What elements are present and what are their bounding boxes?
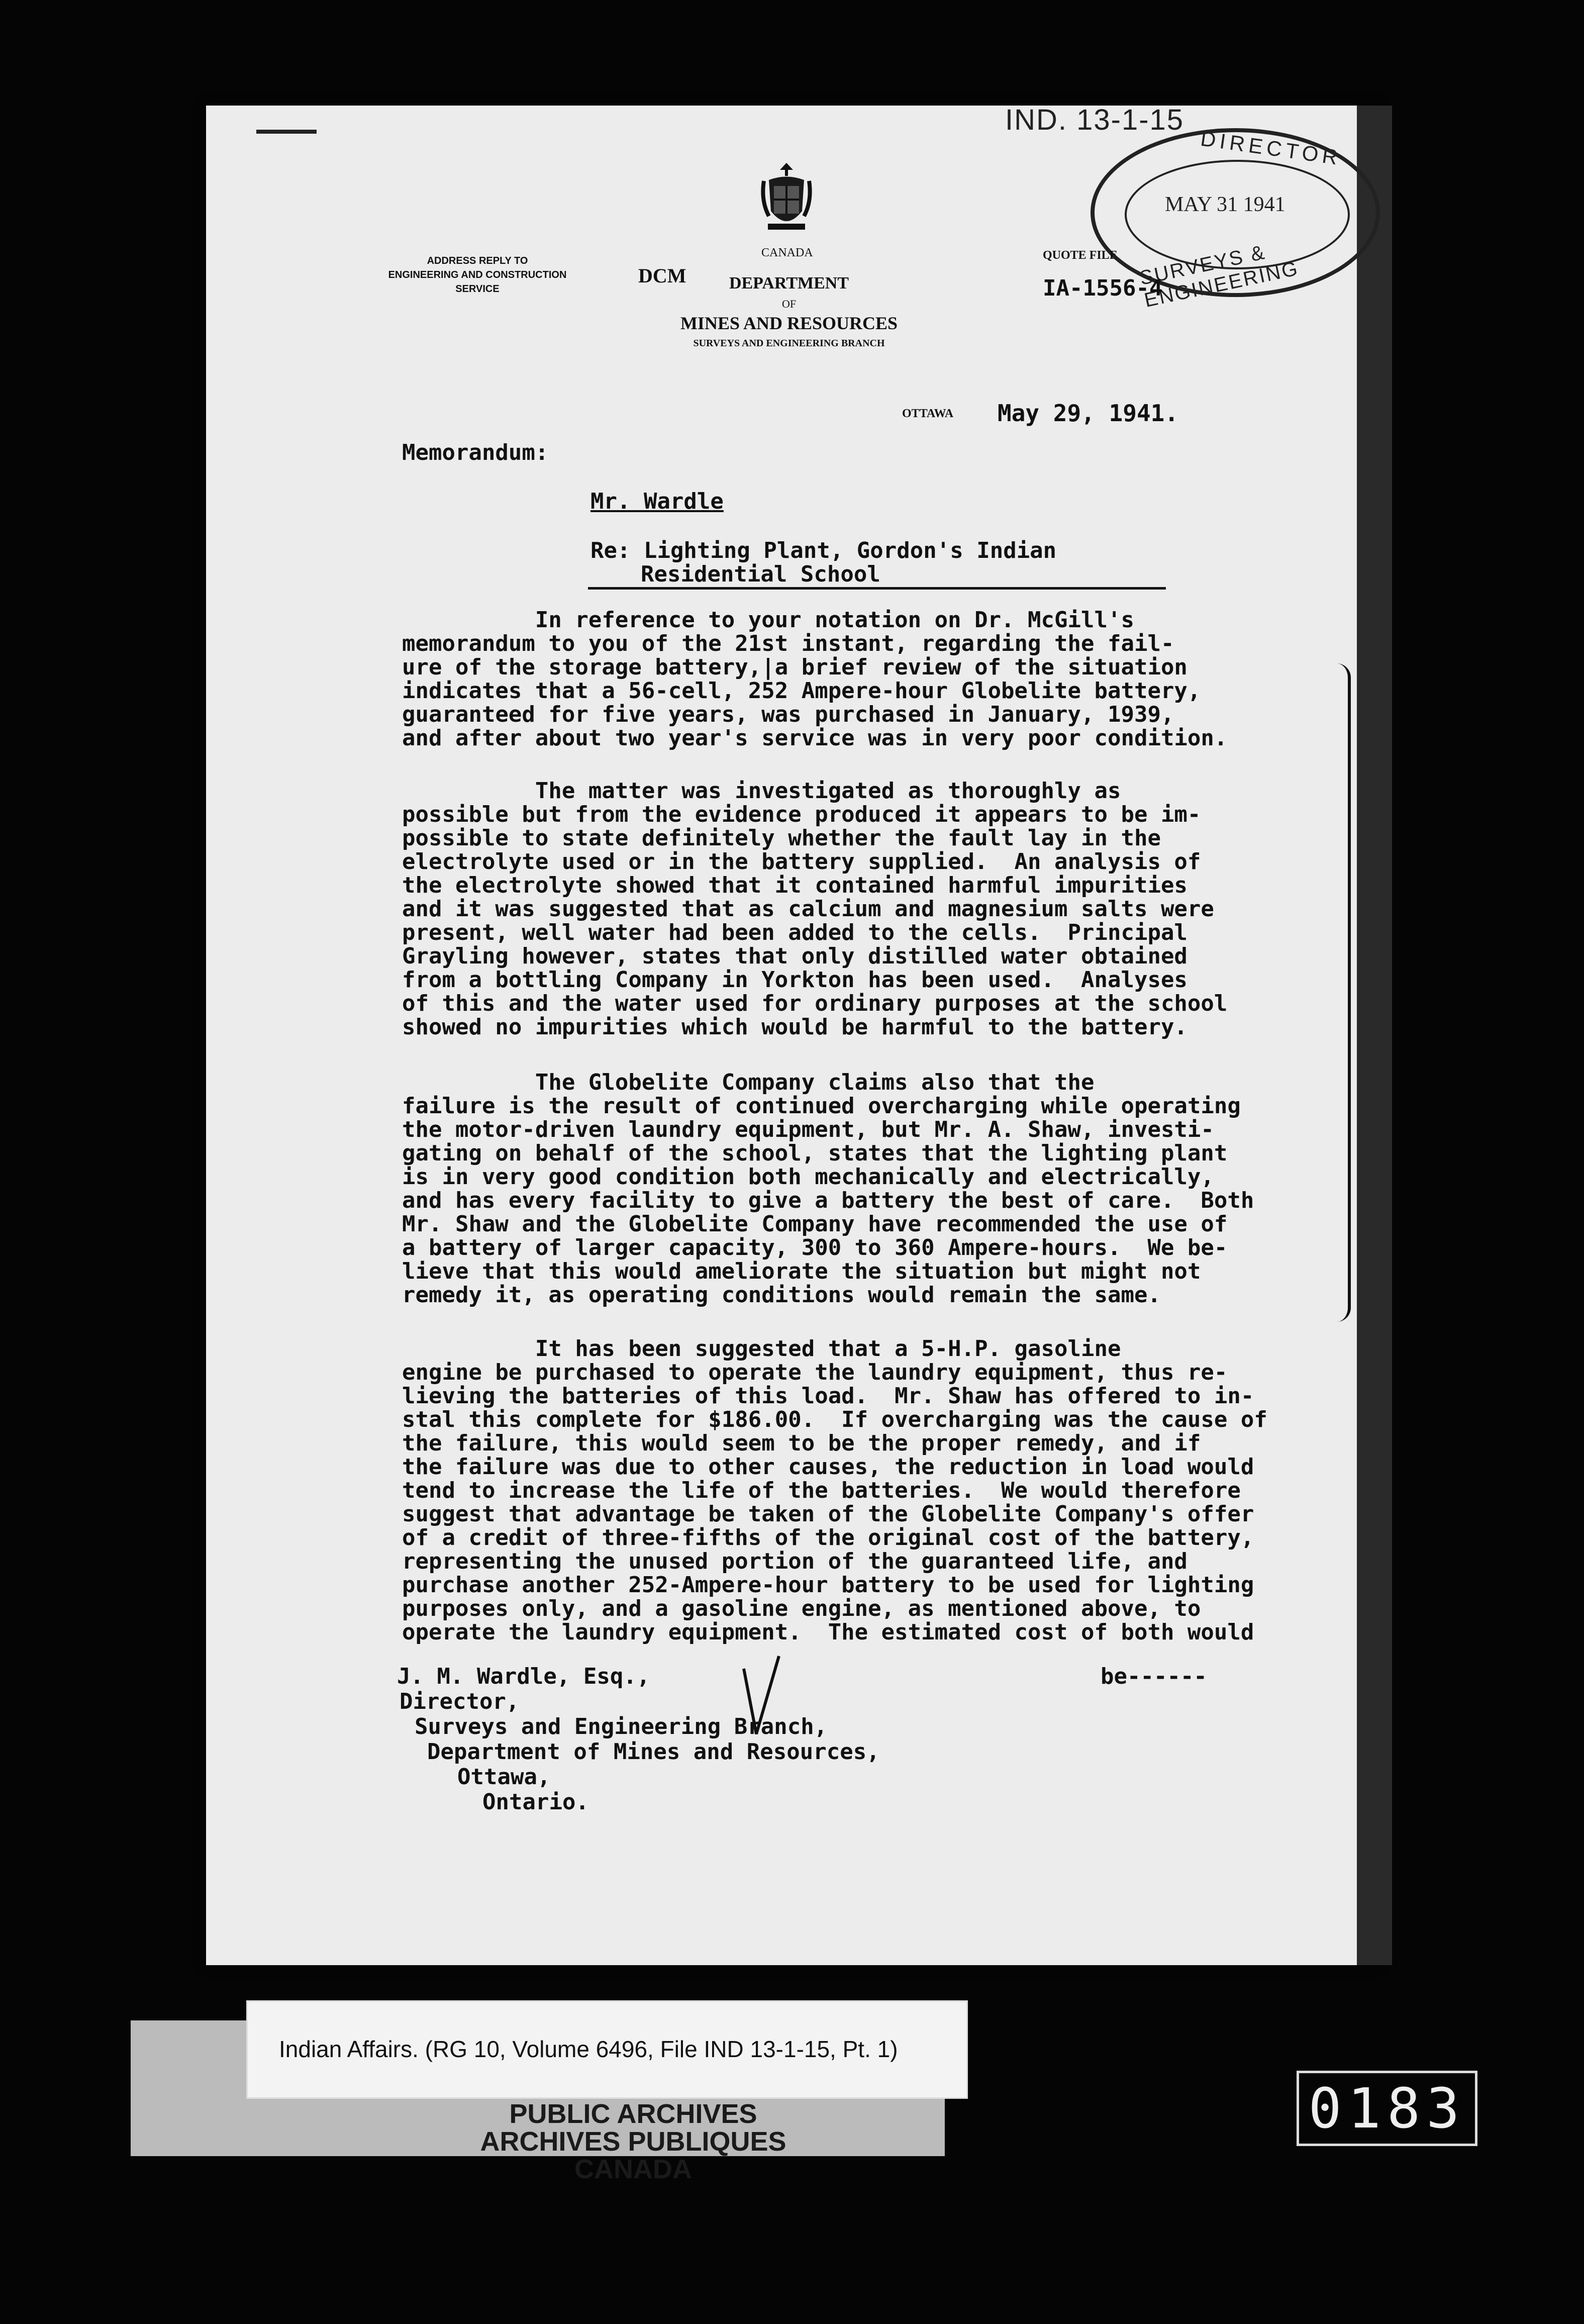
text-line: and has every facility to give a battery the best of care. Both xyxy=(402,1188,1254,1213)
paragraph-4 xyxy=(402,1337,1337,1644)
text-line: memorandum to you of the 21st instant, regarding the fail- xyxy=(402,631,1174,656)
subject-underline xyxy=(588,587,1166,590)
text-line: representing the unused portion of the guaranteed life, and xyxy=(402,1548,1187,1574)
text-line: of a credit of three-fifths of the original cost of the battery, xyxy=(402,1525,1254,1551)
text-line: the electrolyte showed that it contained harmful impurities xyxy=(402,873,1187,898)
address-reply-line: SERVICE xyxy=(455,283,500,295)
subject-line-1: Re: Lighting Plant, Gordon's Indian xyxy=(590,538,1057,563)
text-line: is in very good condition both mechanically and electrically, xyxy=(402,1164,1214,1190)
addressee-line: Department of Mines and Resources, xyxy=(427,1739,880,1765)
quote-file-number: IA-1556-4 xyxy=(1043,275,1163,301)
text-line: The Globelite Company claims also that the xyxy=(402,1070,1095,1095)
paragraph-3 xyxy=(402,1071,1337,1307)
text-line: lieving the batteries of this load. Mr. Shaw has offered to in- xyxy=(402,1383,1254,1409)
address-reply-line: ADDRESS REPLY TO xyxy=(427,255,528,266)
text-line: lieve that this would ameliorate the situation but might not xyxy=(402,1258,1201,1284)
text-line: purposes only, and a gasoline engine, as mentioned above, to xyxy=(402,1596,1201,1621)
text-line: It has been suggested that a 5-H.P. gasoline xyxy=(402,1336,1121,1362)
text-line: the motor-driven laundry equipment, but Mr. A. Shaw, investi- xyxy=(402,1117,1214,1142)
text-line: remedy it, as operating conditions would remain the same. xyxy=(402,1282,1161,1308)
text-line: purchase another 252-Ampere-hour battery to be used for lighting xyxy=(402,1572,1254,1598)
letterhead-department: DEPARTMENT xyxy=(729,274,849,293)
subject-line-2: Residential School xyxy=(641,561,880,587)
margin-bracket-mark xyxy=(1337,663,1351,1322)
continuation-mark: be------ xyxy=(1101,1664,1207,1689)
letterhead-country: CANADA xyxy=(761,246,813,259)
stamp-bottom-text: SURVEYS & ENGINEERING xyxy=(1137,241,1301,312)
text-line: and it was suggested that as calcium and magnesium salts were xyxy=(402,896,1214,922)
paragraph-1 xyxy=(402,608,1337,750)
text-line: stal this complete for $186.00. If overcharging was the cause of xyxy=(402,1407,1267,1432)
memo-heading: Memorandum: xyxy=(402,440,549,465)
quote-file-label: QUOTE FILE xyxy=(1043,249,1118,262)
text-line: suggest that advantage be taken of the Globelite Company's offer xyxy=(402,1501,1254,1527)
file-reference-handwritten: IND. 13-1-15 xyxy=(1005,104,1184,136)
archive-country: CANADA xyxy=(574,2154,692,2184)
text-line: tend to increase the life of the batteries. We would therefore xyxy=(402,1478,1241,1503)
addressee-line: Ottawa, xyxy=(457,1764,551,1790)
addressee-line: Surveys and Engineering Branch, xyxy=(415,1714,828,1739)
page-shadow-edge xyxy=(1357,106,1392,1965)
text-line: electrolyte used or in the battery supplied. An analysis of xyxy=(402,849,1201,875)
memo-recipient: Mr. Wardle xyxy=(590,489,724,514)
text-line: Grayling however, states that only distilled water obtained xyxy=(402,943,1187,969)
text-line: engine be purchased to operate the laundry equipment, thus re- xyxy=(402,1360,1228,1385)
received-stamp xyxy=(1091,126,1380,312)
addressee-line: Ontario. xyxy=(482,1789,589,1815)
text-line: failure is the result of continued overcharging while operating xyxy=(402,1093,1241,1119)
text-line: showed no impurities which would be harmful to the battery. xyxy=(402,1014,1187,1040)
text-line: gating on behalf of the school, states that the lighting plant xyxy=(402,1140,1228,1166)
archive-name-en: PUBLIC ARCHIVES xyxy=(509,2099,757,2129)
archive-name-fr: ARCHIVES PUBLIQUES xyxy=(480,2126,786,2157)
paragraph-2 xyxy=(402,779,1337,1039)
text-line: possible to state definitely whether the fault lay in the xyxy=(402,825,1161,851)
text-line: and after about two year's service was in very poor condition. xyxy=(402,725,1228,751)
text-line: possible but from the evidence produced it appears to be im- xyxy=(402,802,1201,827)
place-label: OTTAWA xyxy=(902,407,954,420)
letterhead-of: OF xyxy=(781,298,797,310)
text-line: In reference to your notation on Dr. McGill's xyxy=(402,607,1134,633)
text-line: the failure was due to other causes, the reduction in load would xyxy=(402,1454,1254,1480)
stamp-date: MAY 31 1941 xyxy=(1165,193,1285,216)
address-reply-line: ENGINEERING AND CONSTRUCTION xyxy=(388,269,567,280)
text-line: the failure, this would seem to be the proper remedy, and if xyxy=(402,1430,1201,1456)
text-line: ure of the storage battery,|a brief review of the situation xyxy=(402,654,1187,680)
address-reply-block xyxy=(367,254,588,296)
text-line: The matter was investigated as thoroughly as xyxy=(402,778,1121,804)
text-line: operate the laundry equipment. The estimated cost of both would xyxy=(402,1619,1254,1645)
text-line: from a bottling Company in Yorkton has been used. Analyses xyxy=(402,967,1187,993)
checkmark-icon xyxy=(739,1654,784,1739)
coat-of-arms-icon xyxy=(759,161,814,236)
stamp-top-text: DIRECTOR xyxy=(1199,126,1343,170)
addressee-line: J. M. Wardle, Esq., xyxy=(397,1664,650,1689)
text-line: guaranteed for five years, was purchased in January, 1939, xyxy=(402,702,1174,727)
letterhead-ministry: MINES AND RESOURCES xyxy=(680,313,898,333)
text-line: a battery of larger capacity, 300 to 360 Ampere-hours. We be- xyxy=(402,1235,1228,1261)
letter-date: May 29, 1941. xyxy=(998,400,1179,427)
film-mark xyxy=(256,130,317,134)
archive-citation: Indian Affairs. (RG 10, Volume 6496, File IND 13-1-15, Pt. 1) xyxy=(279,2036,898,2062)
text-line: Mr. Shaw and the Globelite Company have recommended the use of xyxy=(402,1211,1228,1237)
addressee-line: Director, xyxy=(400,1689,520,1714)
letterhead-branch: SURVEYS AND ENGINEERING BRANCH xyxy=(693,338,885,349)
frame-number: 0183 xyxy=(1297,2071,1477,2146)
text-line: present, well water had been added to the cells. Principal xyxy=(402,920,1187,945)
text-line: of this and the water used for ordinary purposes at the school xyxy=(402,991,1228,1016)
text-line: indicates that a 56-cell, 252 Ampere-hour Globelite battery, xyxy=(402,678,1201,704)
initials: DCM xyxy=(638,264,686,287)
